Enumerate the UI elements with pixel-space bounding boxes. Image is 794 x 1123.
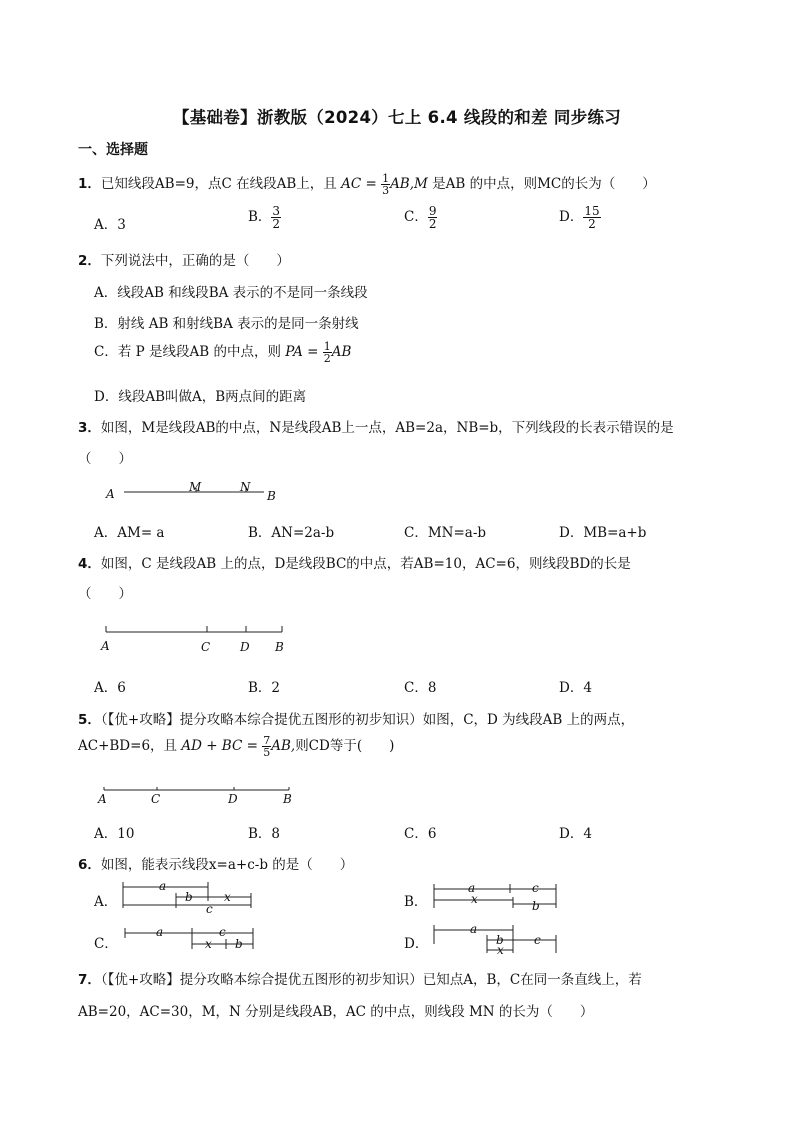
segment-diagram-d: [428, 920, 563, 956]
var-x: x: [205, 937, 212, 951]
var-a: a: [470, 922, 478, 936]
var-c: c: [532, 881, 539, 895]
option-d: D．4: [559, 826, 592, 842]
question-text: 下列说法中，正确的是（ ）: [100, 253, 290, 269]
var-b: b: [235, 937, 243, 951]
option-d: D．MB=a+b: [559, 525, 647, 541]
question-text: 如图，M是线段AB的中点，N是线段AB上一点，AB=2a，NB=b，下列线段的长表示错误的是: [100, 420, 674, 436]
option-a: A．AM= a: [94, 525, 165, 541]
question-number: 4．: [78, 556, 101, 572]
option-d: D．: [404, 936, 429, 952]
point-label-a: A: [101, 639, 110, 653]
point-label-c: C: [151, 792, 161, 806]
option-a: A．: [94, 894, 118, 910]
fraction: $\frac{1}{3}$: [382, 172, 390, 197]
point-label-b: B: [283, 792, 292, 806]
question-text: 是AB 的中点，则MC的长为（ ）: [427, 176, 656, 192]
var-c: c: [219, 925, 226, 939]
question-number: 7．: [78, 972, 101, 988]
option-b: B．8: [248, 826, 281, 842]
question-text: （【优+攻略】提分攻略本综合提优五图形的初步知识）如图，C，D 为线段AB 上的两点，: [100, 712, 635, 728]
segment-figure-q3: [100, 478, 290, 504]
option-b: B．AN=2a-b: [248, 525, 335, 541]
option-b: B．: [404, 894, 428, 910]
question-number: 3．: [78, 420, 101, 436]
point-label-a: A: [106, 487, 115, 501]
option-a: A．10: [94, 826, 135, 842]
answer-paren: （ ）: [78, 451, 132, 467]
question-text: 如图，C 是线段AB 上的点，D是线段BC的中点，若AB=10，AC=6，则线段BD的长是: [100, 556, 631, 572]
math-expression: AC =: [341, 176, 382, 192]
fraction: $\frac{3}{2}$: [272, 204, 281, 231]
var-c: c: [206, 902, 213, 916]
fraction: $\frac{9}{2}$: [428, 204, 437, 231]
question-7-cont: AB=20，AC=30，M，N 分别是线段AB，AC 的中点，则线段 MN 的长为（ ）: [78, 1004, 594, 1020]
point-label-d: D: [240, 640, 250, 654]
question-2: [78, 249, 290, 269]
question-5: [78, 708, 634, 728]
var-x: x: [497, 943, 504, 956]
segment-diagram-b: [428, 880, 563, 916]
point-label-c: C: [201, 640, 211, 654]
var-b: b: [496, 933, 504, 947]
question-7: [78, 968, 642, 988]
segment-diagram-c: [118, 922, 258, 954]
segment-diagram-a: [118, 880, 258, 916]
var-b: b: [532, 899, 540, 913]
question-number: 1．: [78, 176, 101, 192]
math-expression: AB,M: [390, 176, 428, 192]
document-title: 【基础卷】浙教版（2024）七上 6.4 线段的和差 同步练习: [172, 108, 622, 127]
var-b: b: [185, 890, 193, 904]
question-text: 已知线段AB=9，点C 在线段AB上，且: [100, 176, 337, 192]
question-4: [78, 552, 631, 572]
option-a: A．线段AB 和线段BA 表示的不是同一条线段: [94, 285, 368, 301]
var-a: a: [468, 881, 476, 895]
segment-figure-q5: [96, 782, 301, 808]
point-label-b: B: [275, 640, 284, 654]
point-label-n: N: [240, 480, 251, 494]
question-text: 如图，能表示线段x=a+c-b 的是（ ）: [100, 857, 354, 873]
question-number: 6．: [78, 857, 101, 873]
segment-figure-q4: [100, 620, 295, 660]
option-c: C．若 P 是线段AB 的中点，则 PA = $\frac{1}{2}$ AB: [94, 340, 352, 365]
point-label-a: A: [98, 792, 107, 806]
point-label-d: D: [228, 792, 238, 806]
var-a: a: [156, 925, 164, 939]
option-c: C．6: [404, 826, 437, 842]
option-b: B．射线 AB 和射线BA 表示的是同一条射线: [94, 316, 359, 332]
option-c: C．: [94, 936, 118, 952]
option-d: D．线段AB叫做A，B两点间的距离: [94, 389, 307, 405]
fraction: $\frac{15}{2}$: [584, 204, 600, 231]
question-text: （【优+攻略】提分攻略本综合提优五图形的初步知识）已知点A，B，C在同一条直线上，若: [100, 972, 642, 988]
question-number: 2．: [78, 253, 101, 269]
option-b: B．2: [248, 680, 281, 696]
option-a: A．3: [94, 217, 126, 233]
var-x: x: [224, 890, 231, 904]
question-6: [78, 853, 353, 873]
var-c: c: [534, 933, 541, 947]
question-1: [78, 172, 656, 196]
option-c: C．8: [404, 680, 437, 696]
question-number: 5．: [78, 712, 101, 728]
fraction: $\frac{1}{2}$: [323, 340, 331, 365]
var-a: a: [159, 880, 167, 893]
option-a: A．6: [94, 680, 126, 696]
point-label-m: M: [189, 480, 202, 494]
option-b: B． $\frac{3}{2}$: [248, 204, 281, 231]
question-5-cont: AC+BD=6，且 AD + BC = $\frac{7}{5}$ AB,则CD等于( ): [78, 734, 395, 759]
option-c: C．MN=a-b: [404, 525, 487, 541]
option-c: C． $\frac{9}{2}$: [404, 204, 437, 231]
option-d: D． $\frac{15}{2}$: [559, 204, 600, 231]
math-expression: AD + BC =: [181, 738, 263, 754]
question-3: [78, 416, 674, 436]
section-heading: 一、选择题: [78, 142, 148, 158]
point-label-b: B: [267, 489, 276, 503]
option-d: D．4: [559, 680, 592, 696]
var-x: x: [471, 892, 478, 906]
answer-paren: （ ）: [78, 586, 132, 602]
fraction: $\frac{7}{5}$: [263, 734, 271, 759]
math-expression: AB,: [271, 738, 296, 754]
